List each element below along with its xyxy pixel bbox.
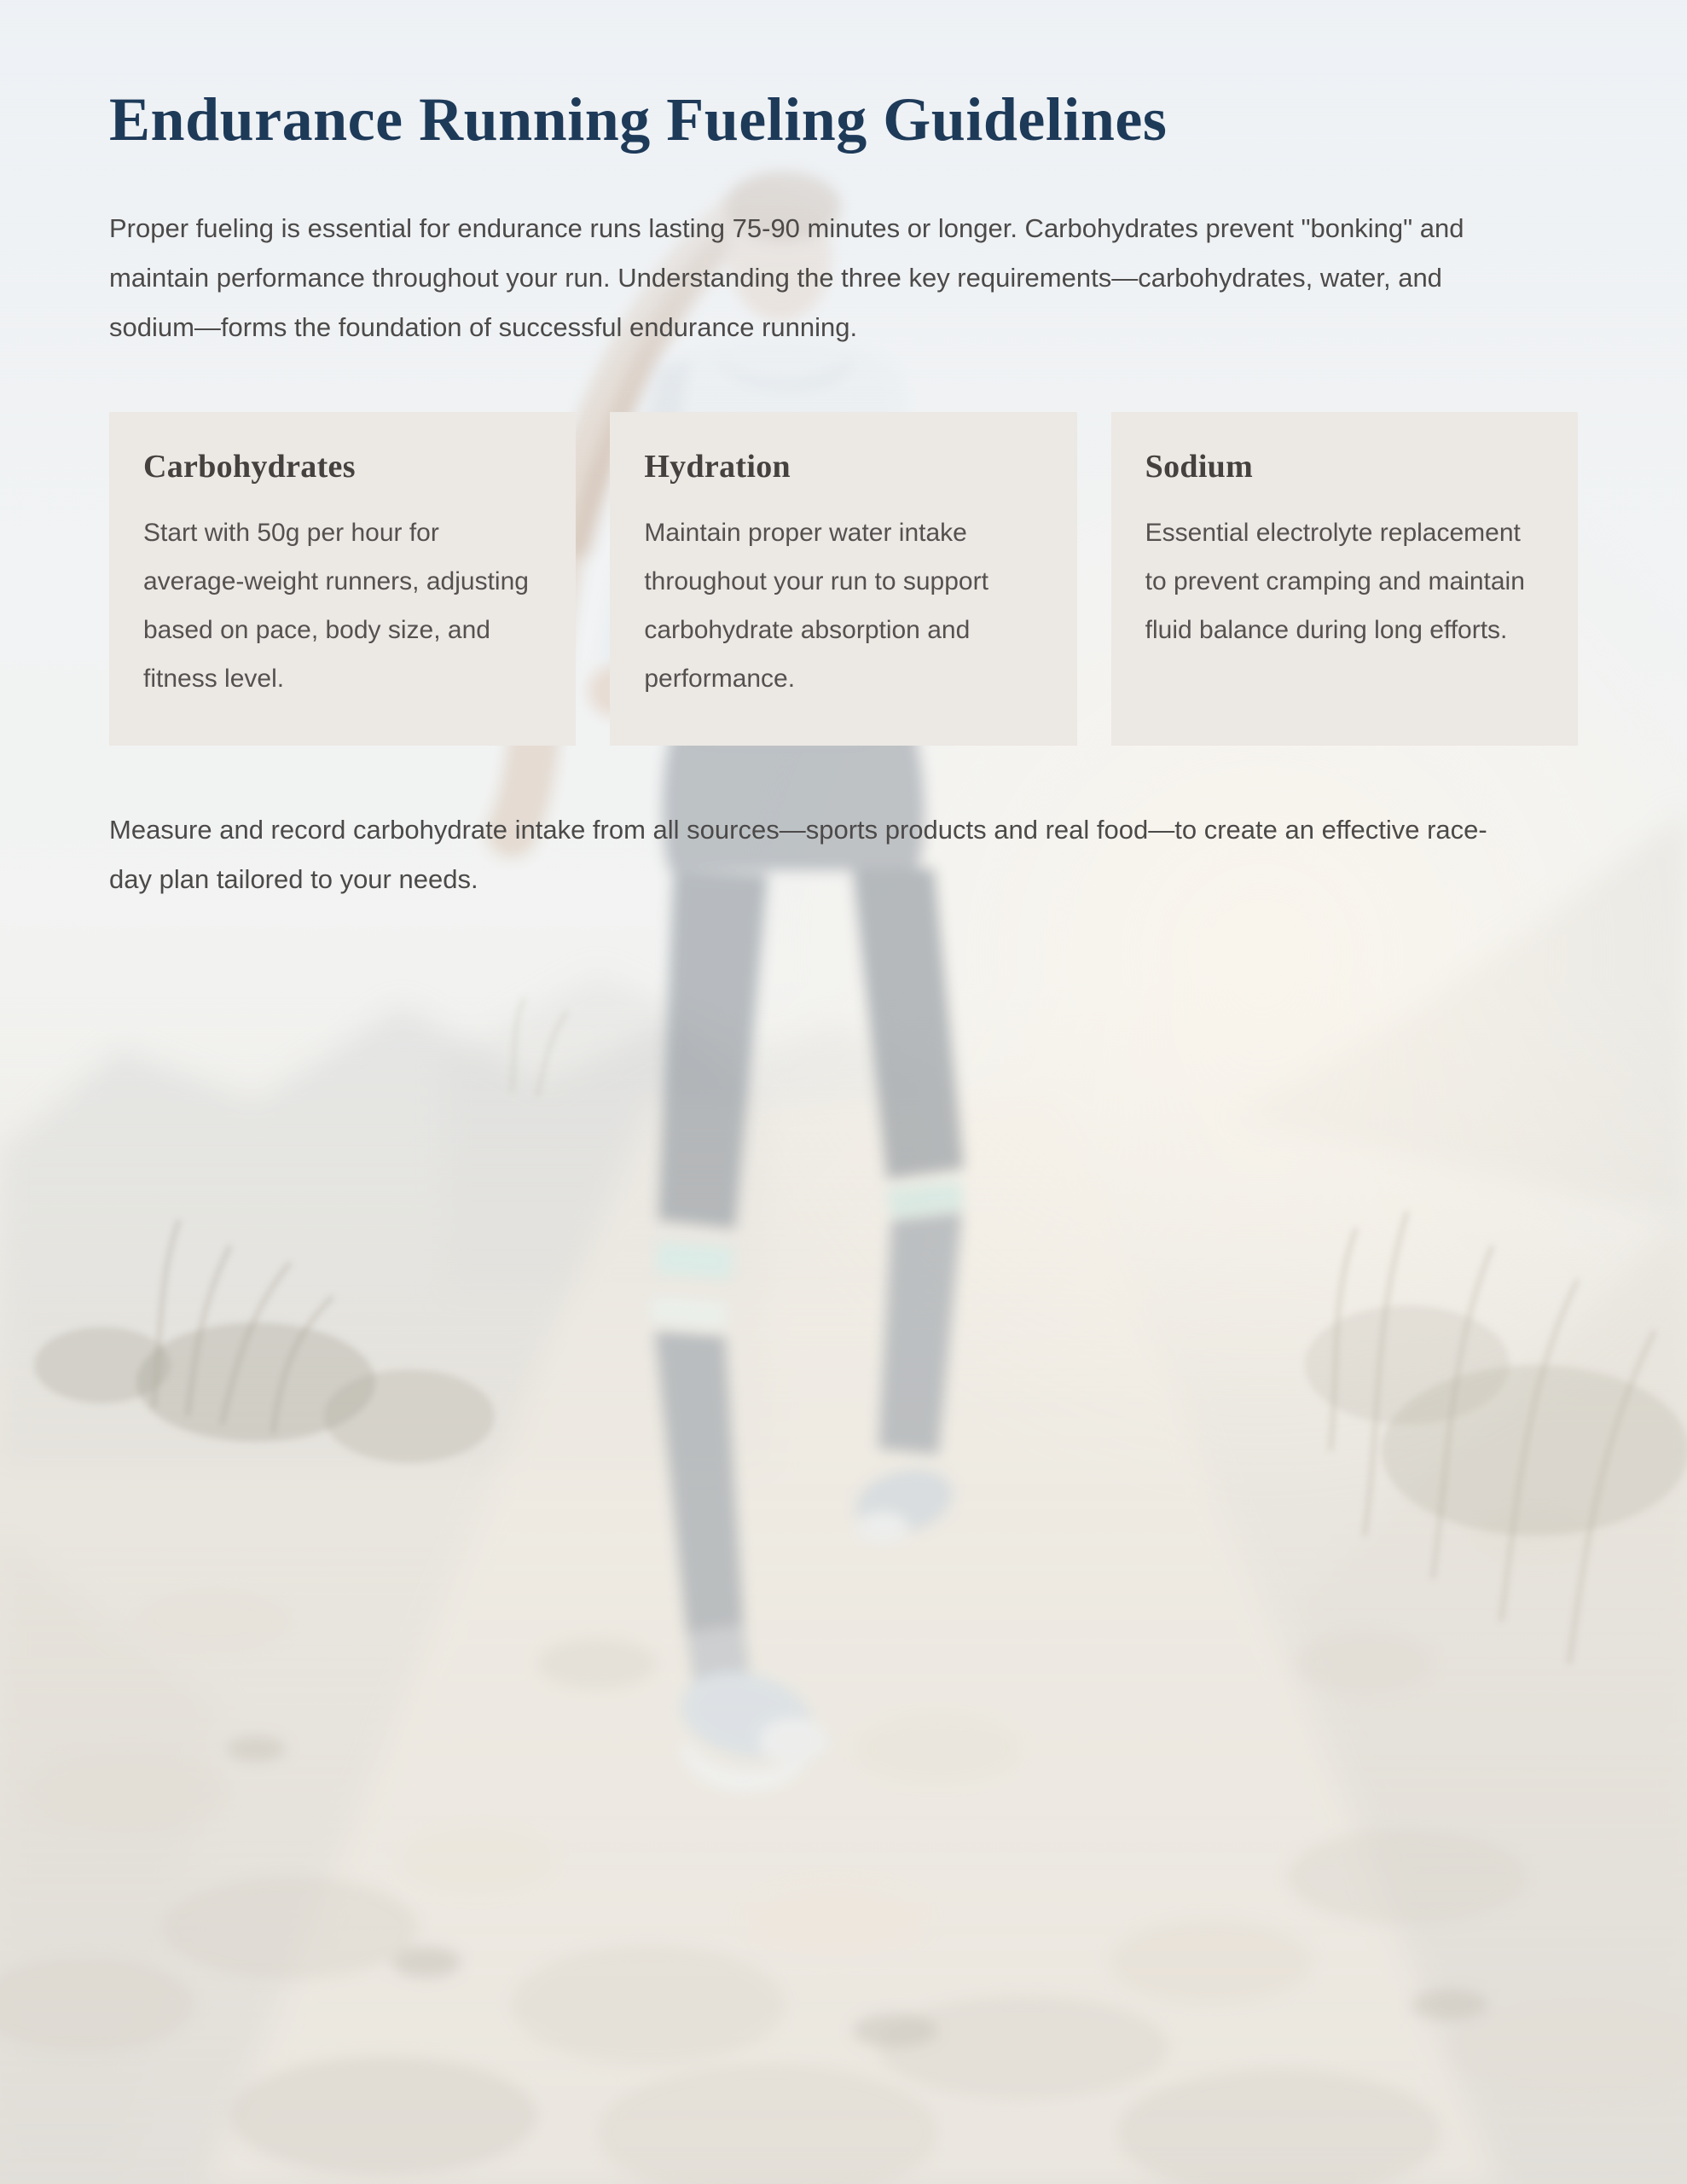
intro-paragraph: Proper fueling is essential for endurance runs lasting 75-90 minutes or longer. Carbohydrates prevent "bonking" and maintain performance throughout your run. Understanding the three key requirements—carbohydrates, water, and sodium—forms the foundation of successful endurance running.: [109, 212, 1464, 342]
card-title: Sodium: [1145, 448, 1254, 485]
card-carbohydrates: [109, 412, 576, 746]
document-content: [0, 0, 1687, 904]
card-hydration: [610, 412, 1076, 746]
page-title: Endurance Running Fueling Guidelines: [109, 85, 1168, 154]
card-sodium: [1111, 412, 1578, 746]
info-cards-row: [109, 412, 1578, 746]
card-body: Essential electrolyte replacement to prevent cramping and maintain fluid balance during long efforts.: [1145, 519, 1525, 645]
card-title: Hydration: [644, 448, 791, 485]
closing-paragraph: Measure and record carbohydrate intake from all sources—sports products and real food—to create an effective race-day plan tailored to your needs.: [109, 815, 1487, 895]
card-title: Carbohydrates: [143, 448, 356, 485]
card-body: Maintain proper water intake throughout your run to support carbohydrate absorption and performance.: [644, 519, 988, 694]
card-body: Start with 50g per hour for average-weight runners, adjusting based on pace, body size, and fitness level.: [143, 519, 529, 694]
